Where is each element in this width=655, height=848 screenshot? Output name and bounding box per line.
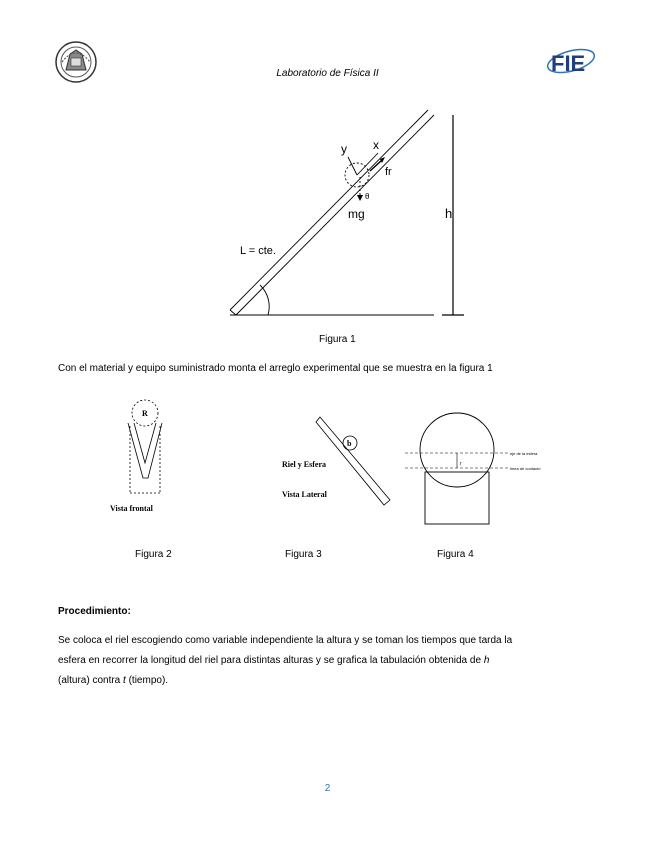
fig2-label-r: R (142, 409, 148, 418)
figure-3-caption: Figura 3 (285, 549, 322, 560)
procedure-heading: Procedimiento: (58, 606, 131, 617)
fig1-label-theta: θ (365, 192, 370, 201)
fig1-label-length: L = cte. (240, 245, 276, 257)
page-number: 2 (324, 783, 331, 794)
fig2-label-bottom: Vista frontal (110, 504, 153, 513)
figure-2-diagram (110, 398, 180, 518)
figure-4-diagram (400, 410, 555, 530)
fig1-label-y: y (341, 142, 347, 156)
procedure-var-h: h (483, 655, 490, 666)
intro-text: Con el material y equipo suministrado monta el arreglo experimental que se muestra en la figura 1 (58, 363, 493, 374)
fig4-label-upper: eje de la esfera (510, 451, 538, 456)
figure-3-diagram (280, 415, 400, 510)
fig3-label-top: Riel y Esfera (282, 460, 326, 469)
procedure-line-1: Se coloca el riel escogiendo como variable independiente la altura y se toman los tiempos que tarda la (58, 635, 513, 646)
fie-logo-text: FIE (551, 51, 586, 76)
fig1-label-fr: fr (385, 166, 392, 178)
fig4-label-r: r (460, 461, 462, 467)
fig3-label-bottom: Vista Lateral (282, 490, 327, 499)
header-title: Laboratorio de Física II (276, 68, 379, 79)
figure-1-caption: Figura 1 (319, 334, 356, 345)
figure-4-caption: Figura 4 (437, 549, 474, 560)
figure-2-caption: Figura 2 (135, 549, 172, 560)
fie-logo-icon (546, 44, 596, 78)
procedure-line-2-text: esfera en recorrer la longitud del riel para distintas alturas y se grafica la tabulación obtenida de (58, 655, 482, 666)
fig1-label-mg: mg (348, 207, 365, 221)
procedure-line-3a: (altura) contra (58, 675, 121, 686)
procedure-line-2 (58, 651, 489, 671)
fig3-label-b: b (347, 439, 352, 448)
figure-1-diagram (220, 105, 480, 325)
fig1-label-x: x (373, 138, 379, 152)
procedure-line-3 (58, 671, 168, 691)
fig4-label-lower: línea de contacto (510, 466, 541, 471)
procedure-line-3b: (tiempo). (128, 675, 169, 686)
procedure-var-t: t (123, 675, 126, 686)
fig1-label-h: h (445, 206, 453, 221)
